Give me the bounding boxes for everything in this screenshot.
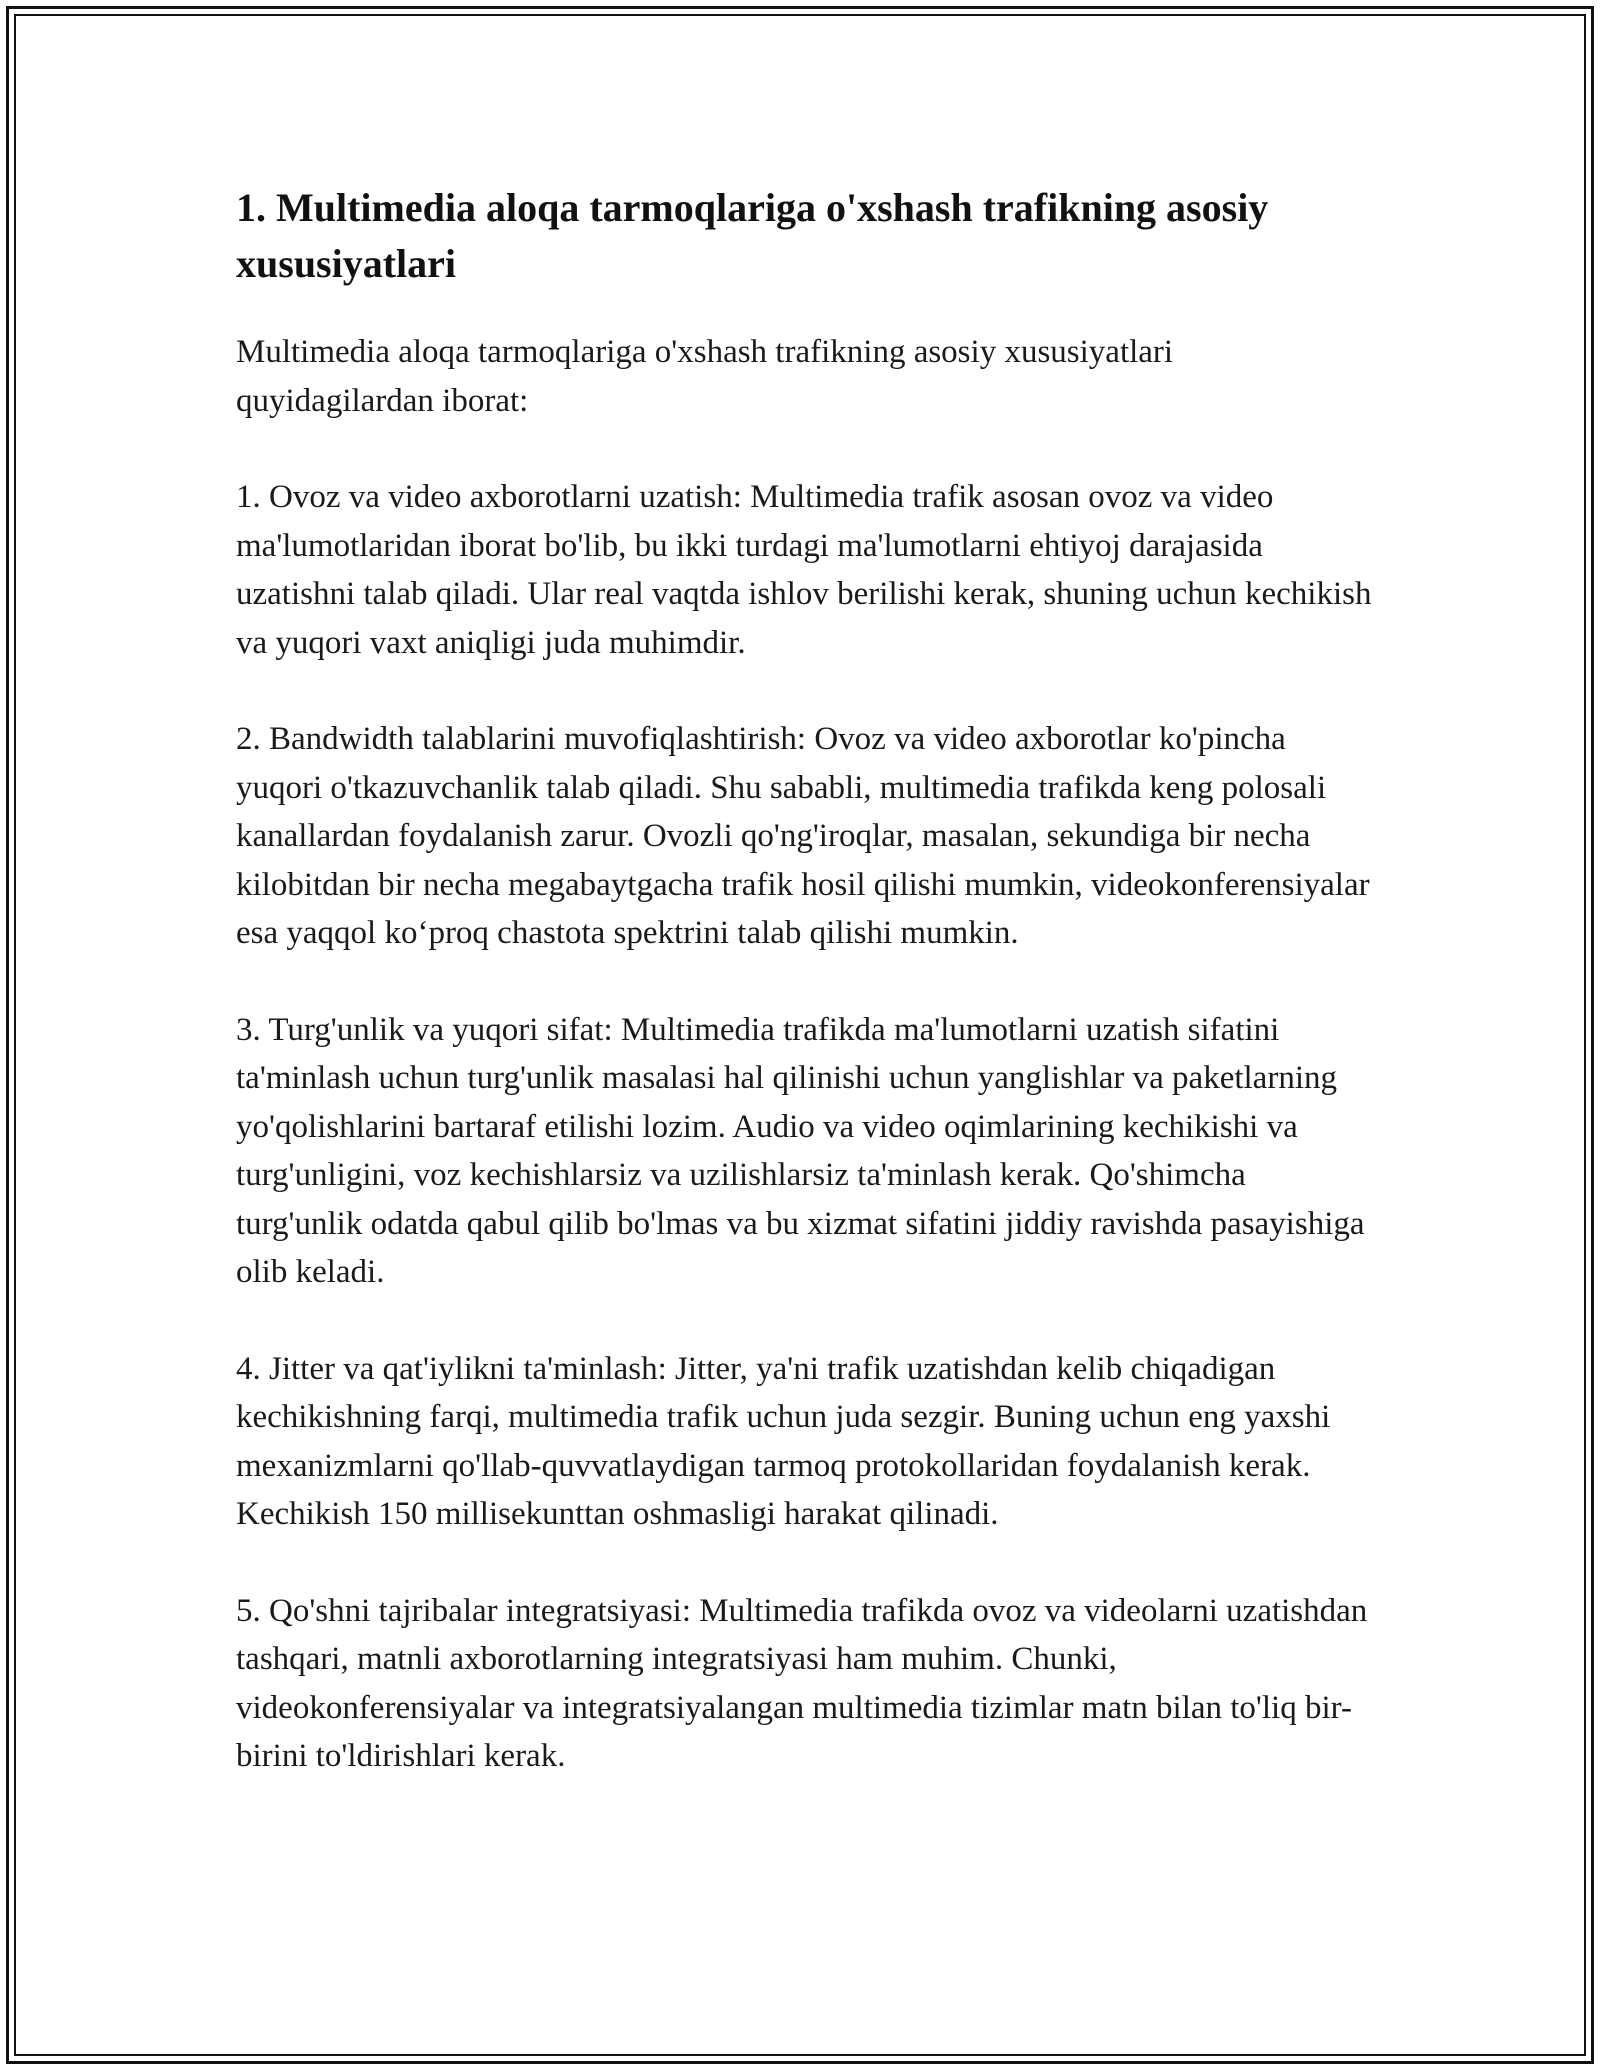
document-body	[236, 180, 1376, 1829]
section-title: 1. Multimedia aloqa tarmoqlariga o'xshash trafikning asosiy xususiyatlari	[236, 185, 1269, 286]
list-item-3: 3. Turg'unlik va yuqori sifat: Multimedia trafikda ma'lumotlarni uzatish sifatini ta'minlash uchun turg'unlik masalasi hal qilinishi uchun yanglishlar va paketlarning yo'qolishlarini bartaraf etilishi lozim. Audio va video oqimlarining kechikishi va turg'unligini, voz kechishlarsiz va uzilishlarsiz ta'minlash kerak. Qo'shimcha turg'unlik odatda qabul qilib bo'lmas va bu xizmat sifatini jiddiy ravishda pasayishiga olib keladi.	[236, 1011, 1365, 1290]
list-item-1: 1. Ovoz va video axborotlarni uzatish: Multimedia trafik asosan ovoz va video ma'lumotlaridan iborat bo'lib, bu ikki turdagi ma'lumotlarni ehtiyoj darajasida uzatishni talab qiladi. Ular real vaqtda ishlov berilishi kerak, shuning uchun kechikish va yuqori vaxt aniqligi juda muhimdir.	[236, 479, 1372, 661]
list-item-2: 2. Bandwidth talablarini muvofiqlashtirish: Ovoz va video axborotlar ko'pincha yuqori o'tkazuvchanlik talab qiladi. Shu sababli, multimedia trafikda keng polosali kanallardan foydalanish zarur. Ovozli qo'ng'iroqlar, masalan, sekundiga bir necha kilobitdan bir necha megabaytgacha trafik hosil qilishi mumkin, videokonferensiyalar esa yaqqol ko‘proq chastota spektrini talab qilishi mumkin.	[236, 721, 1370, 951]
list-item-4: 4. Jitter va qat'iylikni ta'minlash: Jitter, ya'ni trafik uzatishdan kelib chiqadigan kechikishning farqi, multimedia trafik uchun juda sezgir. Buning uchun eng yaxshi mexanizmlarni qo'llab-quvvatlaydigan tarmoq protokollaridan foydalanish kerak. Kechikish 150 millisekunttan oshmasligi harakat qilinadi.	[236, 1350, 1331, 1532]
list-item-5: 5. Qo'shni tajribalar integratsiyasi: Multimedia trafikda ovoz va videolarni uzatishdan tashqari, matnli axborotlarning integratsiyasi ham muhim. Chunki, videokonferensiyalar va integratsiyalangan multimedia tizimlar matn bilan to'liq bir-birini to'ldirishlari kerak.	[236, 1592, 1368, 1774]
intro-paragraph: Multimedia aloqa tarmoqlariga o'xshash trafikning asosiy xususiyatlari quyidagilardan iborat:	[236, 334, 1174, 419]
